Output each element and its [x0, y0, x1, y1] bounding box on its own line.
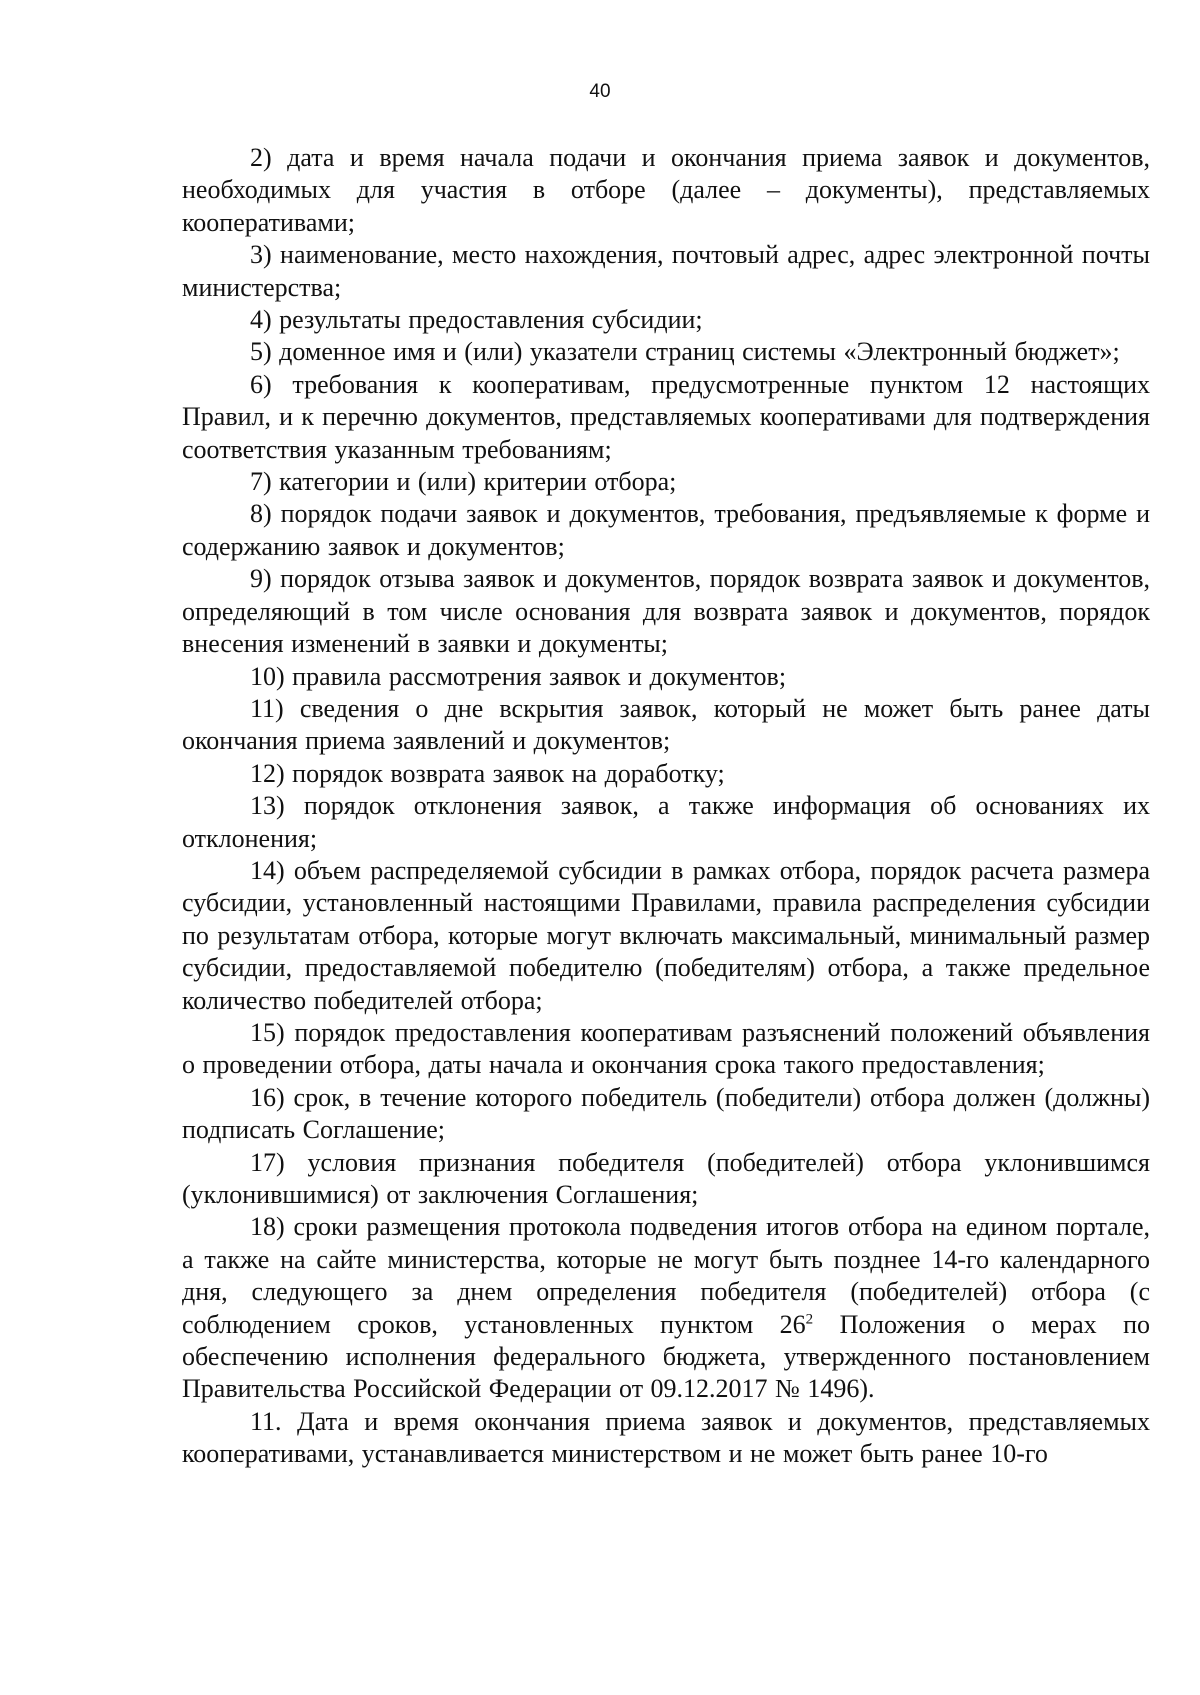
clause-11: 11. Дата и время окончания приема заявок и документов, представляемых кооперативами, устанавливается министерством и не может быть ранее 10-го	[182, 1406, 1150, 1469]
list-item-4: 4) результаты предоставления субсидии;	[250, 305, 703, 335]
list-item-5: 5) доменное имя и (или) указатели страниц системы «Электронный бюджет»;	[250, 337, 1120, 367]
list-item-18-text-end: Положения о мерах по обеспечению исполнения федерального бюджета, утвержденного постановлением Правительства Российской Федерации от 09.12.2017 № 1496).	[182, 1309, 1150, 1404]
page-number: 40	[589, 81, 611, 102]
list-item-3: 3) наименование, место нахождения, почтовый адрес, адрес электронной почты министерства;	[182, 240, 1150, 302]
list-item-2: 2) дата и время начала подачи и окончания приема заявок и документов, необходимых для участия в отборе (далее – документы), представляемых кооперативами;	[182, 143, 1150, 237]
list-item-6: 6) требования к кооперативам, предусмотренные пунктом 12 настоящих Правил, и к перечню документов, представляемых кооперативами для подтверждения соответствия указанным требованиям;	[182, 369, 1150, 464]
list-item-18-text-start: 18) сроки размещения протокола подведения итогов отбора на едином портале, а также на сайте министерства, которые не могут быть позднее 14-го календарного дня, следующего за днем определения победителя (победителей) отбора (с соблюдением сроков, установленных пунктом 26	[182, 1212, 1150, 1339]
list-item-8: 8) порядок подачи заявок и документов, требования, предъявляемые к форме и содержанию заявок и документов;	[182, 499, 1150, 561]
list-item-12: 12) порядок возврата заявок на доработку;	[250, 758, 725, 788]
list-item-11: 11) сведения о дне вскрытия заявок, который не может быть ранее даты окончания приема заявлений и документов;	[182, 693, 1150, 756]
list-item-13: 13) порядок отклонения заявок, а также информация об основаниях их отклонения;	[182, 791, 1150, 853]
superscript: 2	[805, 1310, 814, 1327]
list-item-7: 7) категории и (или) критерии отбора;	[250, 467, 677, 497]
list-item-18	[182, 1211, 1150, 1405]
list-item-15: 15) порядок предоставления кооперативам разъяснений положений объявления о проведении отбора, даты начала и окончания срока такого предоставления;	[182, 1017, 1150, 1080]
list-item-14: 14) объем распределяемой субсидии в рамках отбора, порядок расчета размера субсидии, установленный настоящими Правилами, правила распределения субсидии по результатам отбора, которые могут включать максимальный, минимальный размер субсидии, предоставляемой победителю (победителям) отбора, а также предельное количество победителей отбора;	[182, 855, 1150, 1015]
list-item-17: 17) условия признания победителя (победителей) отбора уклонившимся (уклонившимися) от заключения Соглашения;	[182, 1147, 1150, 1209]
list-item-10: 10) правила рассмотрения заявок и документов;	[250, 661, 787, 691]
list-item-16: 16) срок, в течение которого победитель (победители) отбора должен (должны) подписать Соглашение;	[182, 1082, 1150, 1145]
list-item-9: 9) порядок отзыва заявок и документов, порядок возврата заявок и документов, определяющий в том числе основания для возврата заявок и документов, порядок внесения изменений в заявки и документы;	[182, 564, 1150, 659]
document-body	[182, 142, 1150, 1471]
